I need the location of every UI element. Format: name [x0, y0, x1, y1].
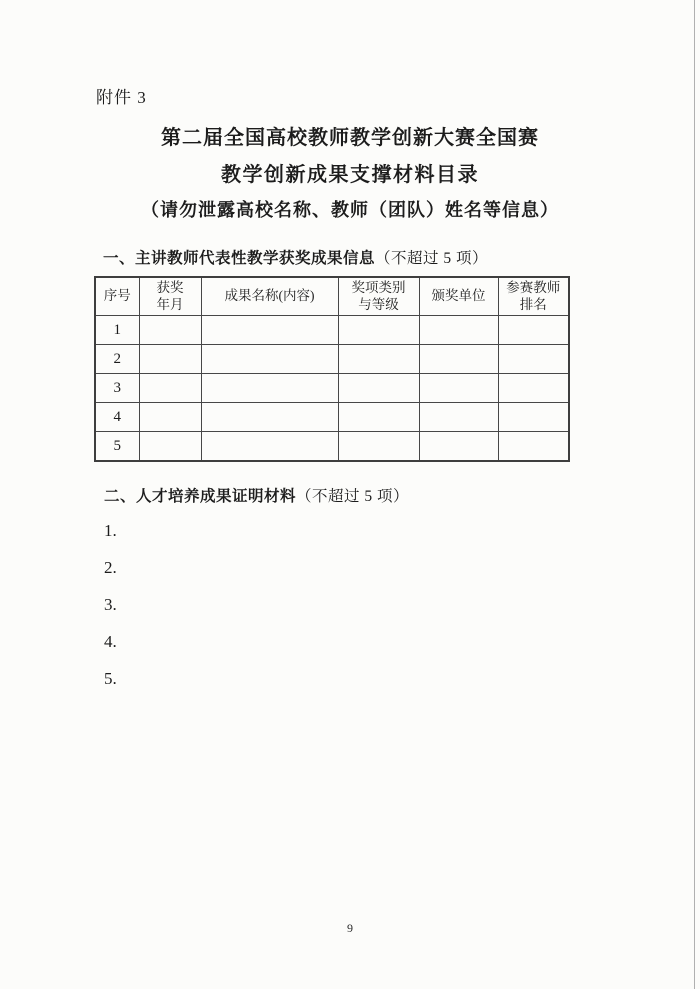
- empty-cell: [419, 432, 498, 462]
- awards-table: [94, 276, 570, 462]
- empty-cell: [498, 374, 569, 403]
- list-item: 1.: [104, 521, 117, 540]
- empty-cell: [419, 316, 498, 345]
- privacy-note: （请勿泄露高校名称、教师（团队）姓名等信息）: [141, 200, 559, 220]
- empty-cell: [338, 316, 419, 345]
- list-item: 5.: [104, 669, 117, 688]
- table-header-row: [95, 277, 569, 316]
- header-award-category-line1: 奖项类别: [351, 279, 406, 295]
- document-title-line-1: 第二届全国高校教师教学创新大赛全国赛: [161, 127, 539, 149]
- list-item: 4.: [104, 632, 117, 651]
- header-awarding-unit: [419, 277, 498, 316]
- serial-cell: 4: [95, 403, 139, 432]
- document-title-line-2: 教学创新成果支撑材料目录: [221, 164, 479, 186]
- header-award-date-line2: 年月: [156, 296, 184, 312]
- serial-cell: 1: [95, 316, 139, 345]
- list-item: 3.: [104, 595, 117, 614]
- empty-cell: [201, 403, 338, 432]
- empty-cell: [419, 403, 498, 432]
- empty-cell: [498, 432, 569, 462]
- empty-cell: [338, 345, 419, 374]
- header-award-date-line1: 获奖: [156, 279, 184, 295]
- section2-heading-note: （不超过 5 项）: [296, 488, 410, 505]
- empty-cell: [139, 374, 201, 403]
- section2-numbered-list: [104, 521, 117, 689]
- header-serial-number-label: 序号: [103, 288, 131, 304]
- empty-cell: [419, 374, 498, 403]
- table-row: [95, 374, 569, 403]
- scan-edge-artifact: [694, 0, 695, 989]
- empty-cell: [139, 345, 201, 374]
- empty-cell: [201, 345, 338, 374]
- empty-cell: [201, 374, 338, 403]
- header-achievement-name-label: 成果名称(内容): [224, 288, 315, 304]
- header-teacher-rank: [498, 277, 569, 316]
- list-item: 2.: [104, 558, 117, 577]
- empty-cell: [139, 403, 201, 432]
- section2-heading-text: 二、人才培养成果证明材料: [104, 488, 297, 505]
- empty-cell: [201, 432, 338, 462]
- header-teacher-rank-line1: 参赛教师: [506, 279, 561, 295]
- serial-cell: 2: [95, 345, 139, 374]
- header-award-category: [338, 277, 419, 316]
- table-row: [95, 345, 569, 374]
- empty-cell: [498, 316, 569, 345]
- empty-cell: [419, 345, 498, 374]
- empty-cell: [201, 316, 338, 345]
- section1-heading: [103, 246, 488, 268]
- empty-cell: [338, 403, 419, 432]
- table-row: [95, 316, 569, 345]
- header-award-date: [139, 277, 201, 316]
- page-number: 9: [347, 921, 353, 935]
- section1-heading-note: （不超过 5 项）: [375, 250, 489, 267]
- empty-cell: [139, 316, 201, 345]
- empty-cell: [338, 432, 419, 462]
- serial-cell: 3: [95, 374, 139, 403]
- empty-cell: [139, 432, 201, 462]
- empty-cell: [498, 345, 569, 374]
- header-teacher-rank-line2: 排名: [519, 296, 547, 312]
- header-achievement-name: [201, 277, 338, 316]
- empty-cell: [338, 374, 419, 403]
- header-serial-number: [95, 277, 139, 316]
- section2-heading: [104, 484, 409, 506]
- table-row: [95, 403, 569, 432]
- empty-cell: [498, 403, 569, 432]
- table-row: [95, 432, 569, 462]
- section1-heading-text: 一、主讲教师代表性教学获奖成果信息: [103, 250, 376, 267]
- header-awarding-unit-label: 颁奖单位: [431, 288, 486, 304]
- header-award-category-line2: 与等级: [358, 296, 399, 312]
- serial-cell: 5: [95, 432, 139, 462]
- attachment-label: 附件 3: [96, 88, 147, 107]
